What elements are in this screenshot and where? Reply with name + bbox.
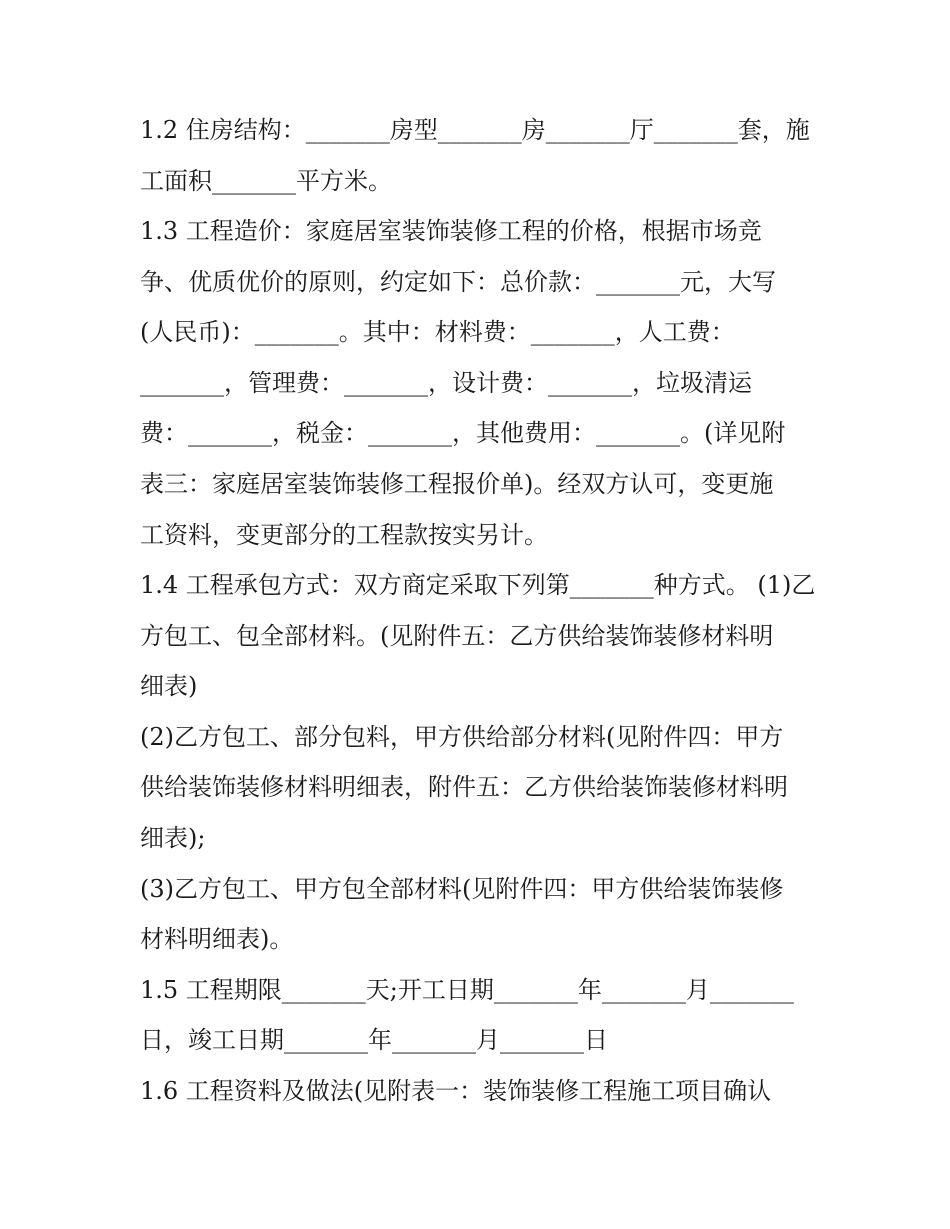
text-line-13: (2)乙方包工、部分包料，甲方供给部分材料(见附件四：甲方 [140,723,784,751]
text-line-19: 日，竣工日期_______年_______月_______日 [140,1026,608,1054]
text-line-6: _______，管理费：_______，设计费：_______，垃圾清运 [140,369,752,397]
text-line-12: 细表) [140,672,198,700]
text-line-17: 材料明细表)。 [140,925,294,953]
text-line-9: 工资料，变更部分的工程款按实另计。 [140,521,548,549]
text-line-20: 1.6 工程资料及做法(见附表一：装饰装修工程施工项目确认 [140,1077,772,1105]
text-line-1: 1.2 住房结构：_______房型_______房_______厅_______套，施 [140,116,810,144]
text-line-15: 细表); [140,824,206,852]
text-line-7: 费：_______，税金：_______，其他费用：_______。(详见附 [140,419,786,447]
text-line-18: 1.5 工程期限_______天;开工日期_______年_______月_______ [140,976,794,1004]
text-line-4: 争、优质优价的原则，约定如下：总价款：_______元，大写 [140,268,776,296]
text-line-10: 1.4 工程承包方式：双方商定采取下列第_______种方式。 (1)乙 [140,571,816,599]
text-line-5: (人民币)：_______。其中：材料费：_______，人工费： [140,318,735,346]
text-line-11: 方包工、包全部材料。(见附件五：乙方供给装饰装修材料明 [140,622,774,650]
text-line-2: 工面积_______平方米。 [140,167,392,195]
text-line-14: 供给装饰装修材料明细表，附件五：乙方供给装饰装修材料明 [140,773,788,801]
text-line-3: 1.3 工程造价：家庭居室装饰装修工程的价格，根据市场竞 [140,217,762,245]
text-line-16: (3)乙方包工、甲方包全部材料(见附件四：甲方供给装饰装修 [140,875,784,903]
text-line-8: 表三：家庭居室装饰装修工程报价单)。经双方认可，变更施 [140,470,774,498]
